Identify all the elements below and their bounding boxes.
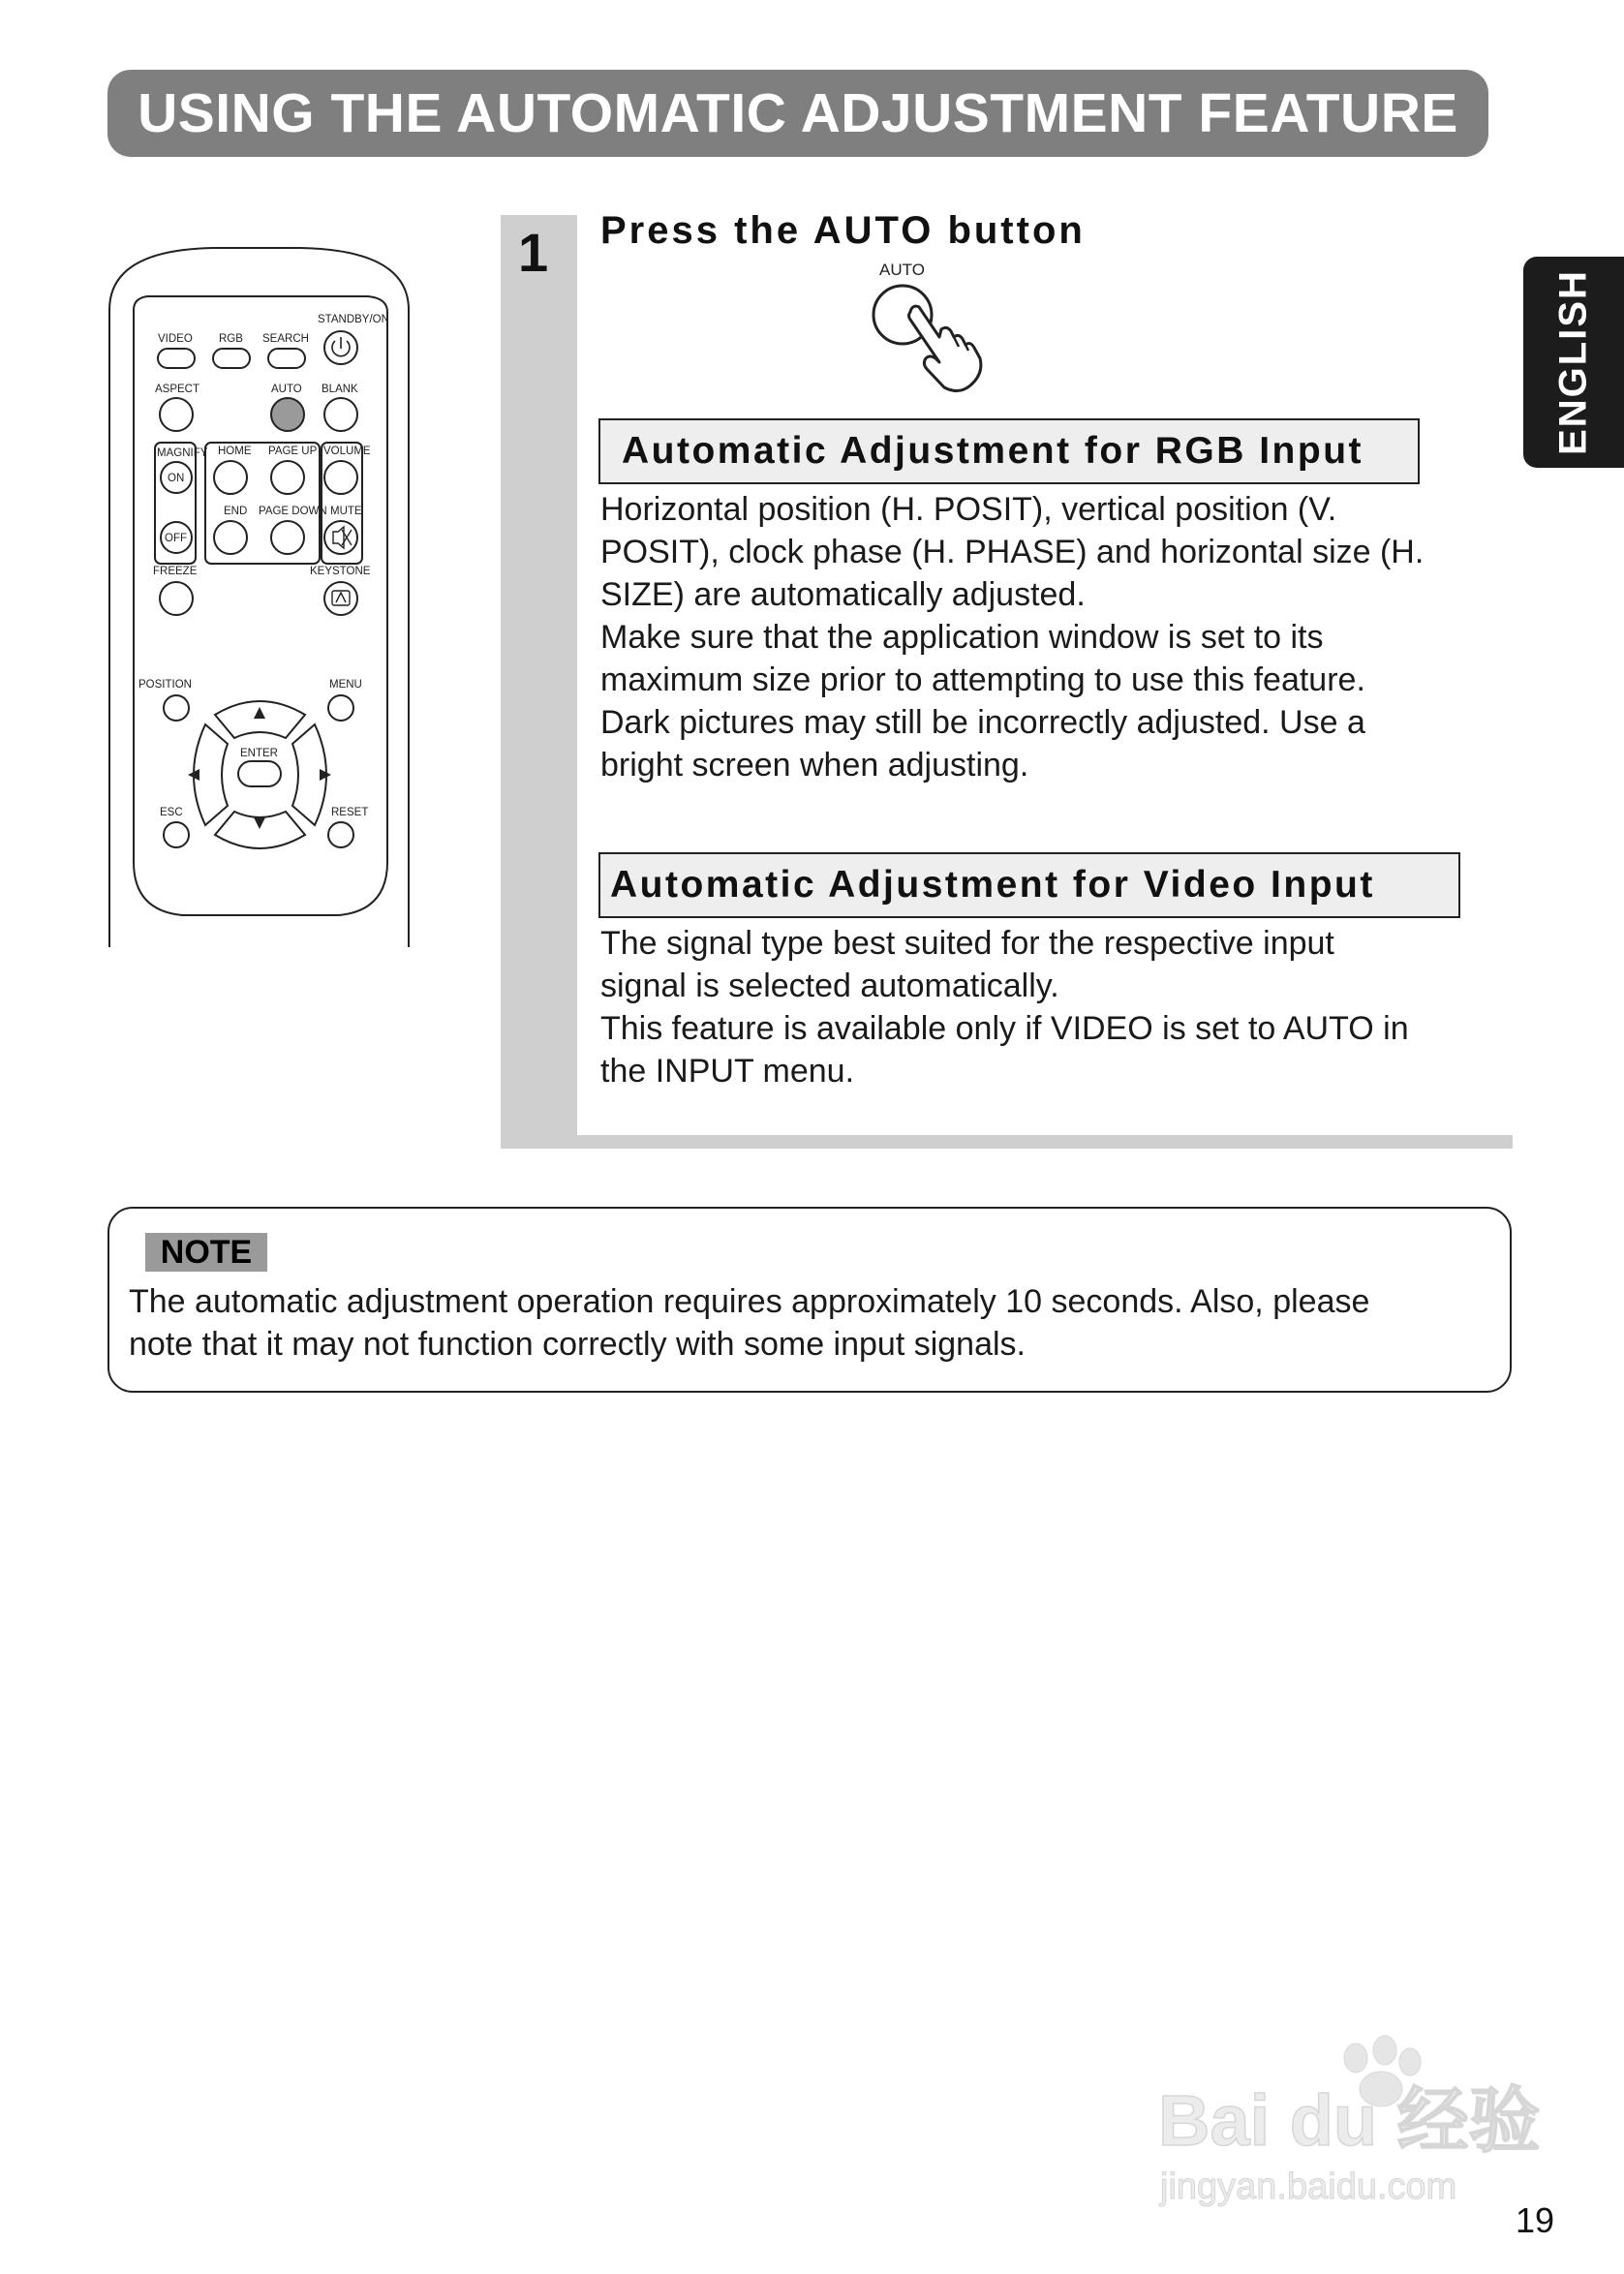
rgb-line: Dark pictures may still be incorrectly adjusted. Use a <box>600 704 1365 741</box>
remote-label-blank: BLANK <box>322 384 358 395</box>
remote-label-aspect: ASPECT <box>155 384 200 395</box>
remote-label-magnify: MAGNIFY <box>157 447 208 459</box>
rgb-line: bright screen when adjusting. <box>600 747 1029 784</box>
remote-label-esc: ESC <box>160 807 183 818</box>
video-line: signal is selected automatically. <box>600 968 1059 1004</box>
remote-position-button <box>164 695 189 721</box>
remote-label-end: END <box>224 506 248 517</box>
remote-dpad <box>188 701 331 848</box>
remote-label-freeze: FREEZE <box>153 566 198 577</box>
remote-menu-button <box>328 695 353 721</box>
language-tab <box>1523 257 1624 468</box>
remote-label-mute: MUTE <box>330 506 362 517</box>
video-line: This feature is available only if VIDEO is set to AUTO in <box>600 1010 1409 1047</box>
remote-rgb-button <box>213 349 250 368</box>
remote-freeze-button <box>160 582 193 615</box>
remote-label-auto: AUTO <box>271 384 302 395</box>
remote-label-page-down: PAGE DOWN <box>259 506 327 517</box>
remote-label-home: HOME <box>218 446 252 457</box>
remote-page-up-button <box>271 461 304 494</box>
remote-label-page-up: PAGE UP <box>268 446 318 457</box>
rgb-section-title-text: Automatic Adjustment for RGB Input <box>622 430 1364 472</box>
rgb-section-body <box>600 488 1501 786</box>
video-section-body <box>600 922 1501 1092</box>
page-title: USING THE AUTOMATIC ADJUSTMENT FEATURE <box>138 82 1458 144</box>
video-line: The signal type best suited for the respective input <box>600 925 1334 962</box>
remote-auto-button <box>271 398 304 431</box>
pointing-hand-icon <box>909 306 981 390</box>
remote-control-illustration <box>107 242 426 949</box>
arrow-up-icon <box>254 707 265 719</box>
auto-button-label: AUTO <box>879 261 925 279</box>
paw-print-icon <box>1344 2044 1367 2073</box>
remote-label-off: OFF <box>165 533 187 544</box>
video-section-title <box>598 852 1460 918</box>
remote-label-reset: RESET <box>331 807 369 818</box>
remote-label-on: ON <box>168 473 185 484</box>
remote-label-video: VIDEO <box>158 333 193 345</box>
rgb-section-title <box>598 418 1420 484</box>
video-section-title-text: Automatic Adjustment for Video Input <box>610 864 1375 906</box>
baidu-watermark <box>1143 2019 1549 2213</box>
remote-label-enter: ENTER <box>240 748 278 759</box>
remote-label-keystone: KEYSTONE <box>310 566 371 577</box>
rgb-line: POSIT), clock phase (H. PHASE) and horizontal size (H. <box>600 534 1425 570</box>
remote-label-volume: VOLUME <box>323 446 371 457</box>
remote-label-menu: MENU <box>329 679 362 691</box>
rgb-line: maximum size prior to attempting to use this feature. <box>600 661 1365 698</box>
remote-label-position: POSITION <box>138 679 192 691</box>
note-line: The automatic adjustment operation requires approximately 10 seconds. Also, please <box>129 1283 1370 1320</box>
remote-video-button <box>158 349 195 368</box>
remote-aspect-button <box>160 398 193 431</box>
remote-reset-button <box>328 822 353 847</box>
remote-volume-button <box>324 461 357 494</box>
rgb-line: Make sure that the application window is set to its <box>600 619 1324 656</box>
remote-search-button <box>268 349 305 368</box>
note-text <box>129 1280 1485 1366</box>
watermark-brand: Bai du 经验 <box>1158 2080 1541 2161</box>
remote-enter-button <box>238 761 281 786</box>
remote-keystone-button <box>324 582 357 615</box>
note-label: NOTE <box>145 1233 267 1272</box>
language-tab-label: ENGLISH <box>1551 269 1595 455</box>
page-title-banner <box>107 70 1488 157</box>
video-line: the INPUT menu. <box>600 1053 855 1090</box>
arrow-down-icon <box>254 817 265 829</box>
watermark-url: jingyan.baidu.com <box>1160 2166 1457 2207</box>
step-heading: Press the AUTO button <box>600 209 1086 252</box>
remote-label-standby: STANDBY/ON <box>318 314 389 325</box>
remote-mute-button <box>324 521 357 554</box>
remote-esc-button <box>164 822 189 847</box>
remote-blank-button <box>324 398 357 431</box>
auto-button-illustration <box>862 261 1007 407</box>
remote-page-down-button <box>271 521 304 554</box>
page-number: 19 <box>1516 2200 1555 2240</box>
remote-home-button <box>214 461 247 494</box>
step-bottom-rule <box>501 1135 1513 1149</box>
note-line: note that it may not function correctly with some input signals. <box>129 1326 1026 1363</box>
rgb-line: SIZE) are automatically adjusted. <box>600 576 1086 613</box>
step-column <box>501 215 577 1149</box>
step-number: 1 <box>518 222 549 283</box>
remote-end-button <box>214 521 247 554</box>
remote-label-rgb: RGB <box>219 333 243 345</box>
remote-label-search: SEARCH <box>262 333 309 345</box>
rgb-line: Horizontal position (H. POSIT), vertical position (V. <box>600 491 1337 528</box>
